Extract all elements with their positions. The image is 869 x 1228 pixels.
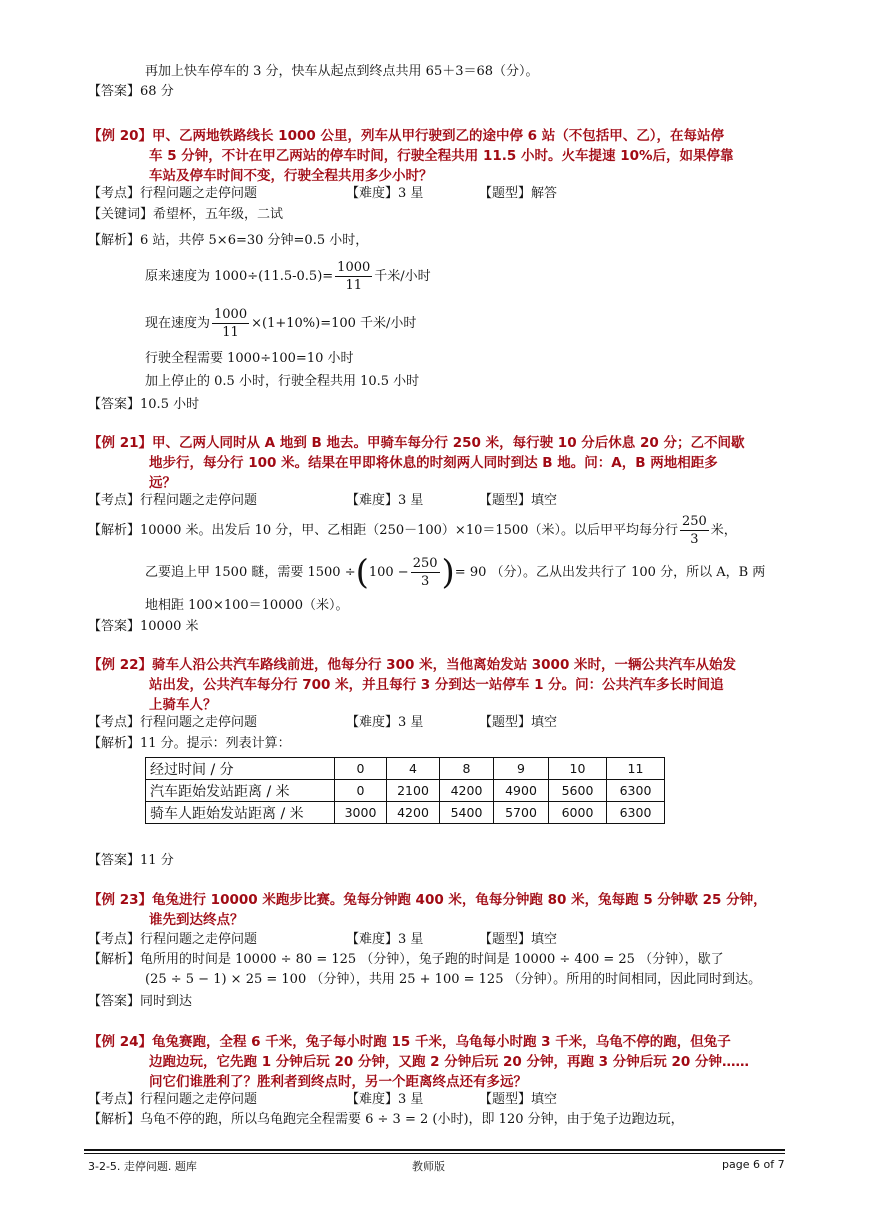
formula-text: 原来速度为 1000÷(11.5-0.5)= — [145, 269, 334, 284]
question-type-label: 【题型】填空 — [479, 932, 558, 947]
solution-line: 地相距 100×100＝10000（米）。 — [145, 598, 349, 613]
table-cell: 6300 — [607, 802, 665, 824]
table-cell: 9 — [494, 758, 549, 780]
solution-line: 【解析】11 分。提示：列表计算： — [88, 736, 291, 751]
right-paren: ) — [441, 552, 455, 593]
difficulty-label: 【难度】3 星 — [346, 715, 424, 730]
formula-text: 米， — [710, 523, 737, 538]
footer-rule — [84, 1153, 785, 1154]
answer-value: 10000 米 — [140, 619, 199, 634]
answer-row — [88, 851, 174, 871]
left-paren: ( — [355, 552, 369, 593]
example-24-question — [88, 1032, 788, 1092]
table-cell: 5400 — [440, 802, 494, 824]
topic-label: 【考点】行程问题之走停问题 — [88, 715, 258, 730]
table-cell: 6300 — [607, 780, 665, 802]
question-line: 【例 21】甲、乙两人同时从 A 地到 B 地去。甲骑车每分行 250 米，每行驶 10 分后休息 20 分；乙不间歇 — [88, 435, 745, 451]
solution-formula-line — [145, 552, 766, 593]
formula-text: 【解析】10000 米。出发后 10 分，甲、乙相距（250－100）×10＝1500（米）。以后甲平均每分行 — [88, 523, 678, 538]
question-line: 车站及停车时间不变，行驶全程共用多少小时？ — [149, 168, 433, 184]
table-cell: 10 — [549, 758, 607, 780]
answer-tag: 【答案】 — [88, 994, 141, 1009]
table-row — [146, 802, 665, 824]
data-table — [145, 757, 665, 824]
example-23-question — [88, 890, 788, 930]
solution-line: 【解析】乌龟不停的跑，所以乌龟跑完全程需要 6 ÷ 3 = 2 (小时)，即 120 分钟，由于兔子边跑边玩， — [88, 1112, 684, 1127]
fraction-denominator: 11 — [222, 325, 239, 340]
solution-formula-line — [145, 259, 431, 294]
difficulty-label: 【难度】3 星 — [346, 1092, 424, 1107]
solution-line: 【解析】6 站，共停 5×6=30 分钟=0.5 小时， — [88, 233, 369, 248]
question-type-label: 【题型】填空 — [479, 715, 558, 730]
question-line: 远？ — [149, 475, 176, 491]
answer-tag: 【答案】 — [88, 619, 141, 634]
answer-row — [88, 992, 192, 1012]
solution-line: (25 ÷ 5 − 1) × 25 = 100 （分钟），共用 25 + 100 = 125 （分钟）。所用的时间相同，因此同时到达。 — [145, 972, 762, 987]
table-row-label: 骑车人距始发站距离 / 米 — [146, 802, 335, 824]
table-cell: 0 — [335, 758, 387, 780]
footer-left: 3-2-5. 走停问题. 题库 — [88, 1160, 197, 1173]
keywords-label: 【关键词】希望杯，五年级，二试 — [88, 207, 284, 222]
formula-text: 现在速度为 — [145, 316, 211, 331]
question-line: 【例 24】龟兔赛跑，全程 6 千米，兔子每小时跑 15 千米，乌龟每小时跑 3 千米，乌龟不停的跑，但兔子 — [88, 1034, 731, 1050]
answer-tag: 【答案】 — [88, 84, 141, 99]
formula-text: 乙要追上甲 1500 瞇，需要 1500 ÷ — [145, 565, 356, 580]
fraction-numerator: 1000 — [337, 260, 371, 275]
table-cell: 5700 — [494, 802, 549, 824]
question-line: 车 5 分钟，不计在甲乙两站的停车时间，行驶全程共用 11.5 小时。火车提速 10%后，如果停靠 — [149, 148, 734, 164]
question-line: 上骑车人？ — [149, 697, 217, 713]
question-line: 【例 20】甲、乙两地铁路线长 1000 公里，列车从甲行驶到乙的途中停 6 站（不包括甲、乙），在每站停 — [88, 128, 725, 144]
difficulty-label: 【难度】3 星 — [346, 493, 424, 508]
table-cell: 11 — [607, 758, 665, 780]
fraction — [335, 259, 372, 294]
table-cell: 3000 — [335, 802, 387, 824]
fraction-denominator: 3 — [420, 574, 430, 589]
formula-text: 100 − — [368, 565, 409, 580]
answer-value: 68 分 — [140, 84, 174, 99]
question-line: 【例 22】骑车人沿公共汽车路线前进，他每分行 300 米，当他离始发站 3000 米时，一辆公共汽车从始发 — [88, 657, 737, 673]
formula-text: ×(1+10%)=100 千米/小时 — [251, 316, 417, 331]
question-line: 地步行，每分行 100 米。结果在甲即将休息的时刻两人同时到达 B 地。问：A，B 两地相距多 — [149, 455, 718, 471]
previous-solution-line: 再加上快车停车的 3 分，快车从起点到终点共用 65＋3＝68（分）。 — [145, 64, 539, 79]
table-row — [146, 780, 665, 802]
table-cell: 4200 — [440, 780, 494, 802]
table-cell: 8 — [440, 758, 494, 780]
fraction-denominator: 3 — [690, 532, 699, 547]
topic-label: 【考点】行程问题之走停问题 — [88, 1092, 258, 1107]
footer-page-number: page 6 of 7 — [722, 1158, 785, 1171]
question-line: 边跑边玩，它先跑 1 分钟后玩 20 分钟，又跑 2 分钟后玩 20 分钟，再跑 3 分钟后玩 20 分钟…… — [149, 1054, 749, 1070]
question-type-label: 【题型】填空 — [479, 493, 558, 508]
fraction-numerator: 250 — [681, 514, 707, 529]
formula-text: 千米/小时 — [374, 269, 431, 284]
question-line: 【例 23】龟兔进行 10000 米跑步比赛。兔每分钟跑 400 米，龟每分钟跑 80 米，兔每跑 5 分钟歇 25 分钟， — [88, 892, 767, 908]
fraction-denominator: 11 — [345, 278, 362, 293]
solution-line: 加上停止的 0.5 小时，行驶全程共用 10.5 小时 — [145, 374, 420, 389]
difficulty-label: 【难度】3 星 — [346, 932, 424, 947]
difficulty-label: 【难度】3 星 — [346, 186, 424, 201]
answer-row — [88, 617, 199, 637]
table-cell: 4 — [387, 758, 440, 780]
table-cell: 2100 — [387, 780, 440, 802]
answer-value: 10.5 小时 — [140, 397, 200, 412]
table-cell: 6000 — [549, 802, 607, 824]
footer-center: 教师版 — [412, 1160, 445, 1173]
question-line: 谁先到达终点？ — [149, 912, 244, 928]
fraction — [212, 306, 249, 341]
question-line: 站出发，公共汽车每分行 700 米，并且每行 3 分到达一站停车 1 分。问：公共汽车多长时间追 — [149, 677, 724, 693]
solution-formula-line — [145, 306, 416, 341]
table-row — [146, 758, 665, 780]
topic-label: 【考点】行程问题之走停问题 — [88, 186, 258, 201]
example-20-question — [88, 126, 788, 186]
fraction — [411, 555, 440, 590]
answer-tag: 【答案】 — [88, 397, 141, 412]
table-cell: 5600 — [549, 780, 607, 802]
answer-value: 11 分 — [140, 853, 174, 868]
fraction-numerator: 250 — [412, 556, 438, 571]
footer-rule — [84, 1149, 785, 1151]
topic-label: 【考点】行程问题之走停问题 — [88, 493, 258, 508]
question-type-label: 【题型】填空 — [479, 1092, 558, 1107]
fraction — [680, 513, 709, 548]
table-cell: 0 — [335, 780, 387, 802]
answer-tag: 【答案】 — [88, 853, 141, 868]
solution-line: 行驶全程需要 1000÷100=10 小时 — [145, 351, 354, 366]
table-cell: 4200 — [387, 802, 440, 824]
example-21-question — [88, 433, 788, 493]
question-type-label: 【题型】解答 — [479, 186, 558, 201]
table-cell: 4900 — [494, 780, 549, 802]
answer-value: 同时到达 — [140, 994, 193, 1009]
question-line: 问它们谁胜利了？胜利者到终点时，另一个距离终点还有多远？ — [149, 1074, 527, 1090]
table-row-label: 经过时间 / 分 — [146, 758, 335, 780]
answer-row — [88, 395, 199, 415]
topic-label: 【考点】行程问题之走停问题 — [88, 932, 258, 947]
solution-line: 【解析】龟所用的时间是 10000 ÷ 80 = 125 （分钟），兔子跑的时间是 10000 ÷ 400 = 25 （分钟），歇了 — [88, 952, 724, 967]
fraction-numerator: 1000 — [214, 307, 248, 322]
answer-row — [88, 82, 174, 102]
table-row-label: 汽车距始发站距离 / 米 — [146, 780, 335, 802]
formula-text: = 90 （分）。乙从出发共行了 100 分，所以 A，B 两 — [454, 565, 766, 580]
example-22-question — [88, 655, 788, 715]
solution-formula-line — [88, 513, 737, 548]
